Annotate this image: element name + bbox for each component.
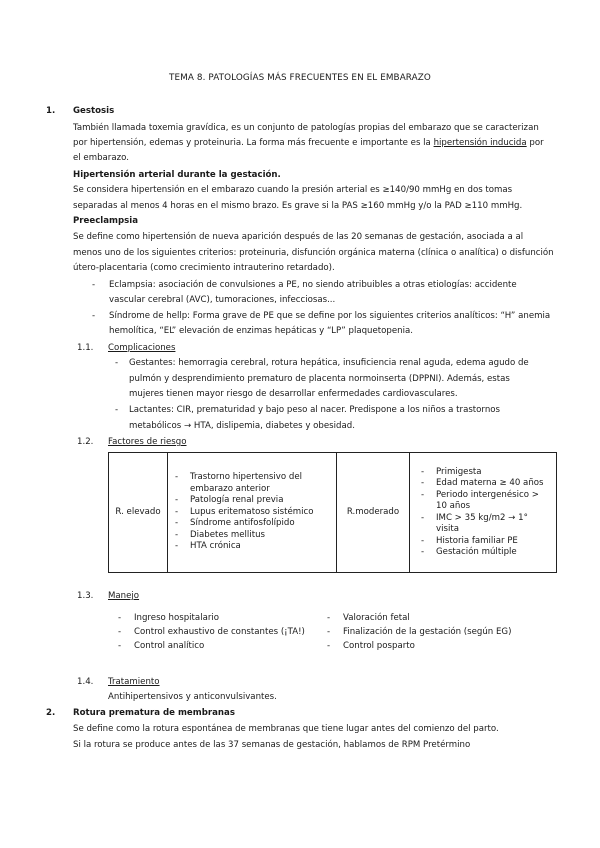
bullet-dash: - — [118, 627, 122, 637]
list-item: Valoración fetal — [343, 613, 410, 623]
paragraph-line: Se considera hipertensión en el embarazo cuando la presión arterial es ≥140/90 mmHg en dos tomas — [73, 185, 513, 195]
list-item: Control analítico — [134, 641, 205, 651]
subsection-title: Complicaciones — [108, 343, 176, 353]
risk-list-elevated — [168, 468, 336, 557]
paragraph-line: Antihipertensivos y anticonvulsivantes. — [108, 692, 277, 702]
paragraph-line: útero-placentaria (como crecimiento intrauterino retardado). — [73, 263, 335, 273]
paragraph-line: También llamada toxemia gravídica, es un conjunto de patologías propias del embarazo que se caracterizan — [73, 123, 539, 133]
bullet-dash: - — [327, 641, 331, 651]
list-item: - IMC > 35 kg/m2 → 1° visita — [410, 513, 548, 536]
bullet-dash: - — [115, 358, 119, 368]
list-item: - Lupus eritematoso sistémico — [168, 507, 334, 519]
bullet-dash: - — [92, 280, 96, 290]
section-heading: Rotura prematura de membranas — [73, 708, 235, 718]
section-heading: Gestosis — [73, 106, 115, 116]
bullet-dash: - — [327, 613, 331, 623]
list-item: - Gestación múltiple — [410, 547, 554, 559]
subheading: Preeclampsia — [73, 216, 138, 226]
subheading: Hipertensión arterial durante la gestación. — [73, 170, 281, 180]
list-item: Control exhaustivo de constantes (¡TA!) — [134, 627, 305, 637]
subsection-number: 1.2. — [77, 437, 94, 447]
table-cell-label: R.moderado — [337, 453, 410, 573]
bullet-dash: - — [115, 405, 119, 415]
paragraph-line: separadas al menos 4 horas en el mismo brazo. Es grave si la PAS ≥160 mmHg y/o la PAD ≥110 mmHg. — [73, 201, 523, 211]
list-item: - Historia familiar PE — [410, 536, 554, 548]
subsection-title: Factores de riesgo — [108, 437, 187, 447]
list-item: - HTA crónica — [168, 541, 334, 553]
list-item: - Diabetes mellitus — [168, 530, 334, 542]
subsection-number: 1.3. — [77, 591, 94, 601]
list-item-line: vascular cerebral (AVC), tumoraciones, infecciosas... — [109, 295, 336, 305]
bullet-dash: - — [92, 311, 96, 321]
section-number: 2. — [46, 708, 56, 718]
table-cell-list — [410, 453, 557, 573]
paragraph-line: el embarazo. — [73, 153, 129, 163]
list-item: - Periodo intergenésico > 10 años — [410, 490, 548, 513]
list-item: - Primigesta — [410, 467, 554, 479]
paragraph-line: Se define como la rotura espontánea de membranas que tiene lugar antes del comienzo del parto. — [73, 724, 499, 734]
risk-factors-table — [108, 452, 557, 573]
list-item-line: metabólicos → HTA, dislipemia, diabetes y obesidad. — [129, 421, 355, 431]
table-row — [109, 453, 557, 573]
paragraph-line — [73, 138, 544, 149]
list-item: Ingreso hospitalario — [134, 613, 220, 623]
subsection-title: Manejo — [108, 591, 140, 601]
underlined-term: hipertensión inducida — [433, 138, 527, 148]
table-cell-list — [168, 453, 337, 573]
bullet-dash: - — [327, 627, 331, 637]
list-item-line: mujeres tienen mayor riesgo de desarrollar enfermedades cardiovasculares. — [129, 389, 458, 399]
list-item: - Edad materna ≥ 40 años — [410, 478, 554, 490]
bullet-dash: - — [118, 613, 122, 623]
risk-list-moderate — [410, 463, 556, 563]
list-item: - Síndrome antifosfolípido — [168, 518, 334, 530]
list-item: - Trastorno hipertensivo del embarazo anterior — [168, 472, 308, 495]
paragraph-line: menos uno de los siguientes criterios: proteinuria, disfunción orgánica materna (clínica o analítica) o disfunción — [73, 248, 554, 258]
section-number: 1. — [46, 106, 56, 116]
text-span: por — [526, 138, 544, 148]
list-item: - Patología renal previa — [168, 495, 334, 507]
list-item-line: pulmón y desprendimiento prematuro de placenta normoinserta (DPPNI). Además, estas — [129, 374, 510, 384]
subsection-title: Tratamiento — [108, 677, 160, 687]
paragraph-line: Se define como hipertensión de nueva aparición después de las 20 semanas de gestación, asociada a al — [73, 232, 524, 242]
list-item-line: Eclampsia: asociación de convulsiones a PE, no siendo atribuibles a otras etiologías: accidente — [109, 280, 517, 290]
list-item-line: Lactantes: CIR, prematuridad y bajo peso al nacer. Predispone a los niños a trastornos — [129, 405, 500, 415]
list-item-line: Gestantes: hemorragia cerebral, rotura hepática, insuficiencia renal aguda, edema agudo de — [129, 358, 529, 368]
list-item-line: Síndrome de hellp: Forma grave de PE que se define por los siguientes criterios analíticos: “H” anemia — [109, 311, 551, 321]
bullet-dash: - — [118, 641, 122, 651]
list-item-line: hemolítica, “EL” elevación de enzimas hepáticas y “LP” plaquetopenia. — [109, 326, 413, 336]
subsection-number: 1.1. — [77, 343, 94, 353]
table-cell-label: R. elevado — [109, 453, 168, 573]
list-item: Finalización de la gestación (según EG) — [343, 627, 512, 637]
text-span: por hipertensión, edemas y proteinuria. La forma más frecuente e importante es la — [73, 138, 434, 148]
paragraph-line: Si la rotura se produce antes de las 37 semanas de gestación, hablamos de RPM Pretérmino — [73, 740, 471, 750]
list-item: Control posparto — [343, 641, 415, 651]
page-title: TEMA 8. PATOLOGÍAS MÁS FRECUENTES EN EL EMBARAZO — [169, 73, 431, 83]
subsection-number: 1.4. — [77, 677, 94, 687]
